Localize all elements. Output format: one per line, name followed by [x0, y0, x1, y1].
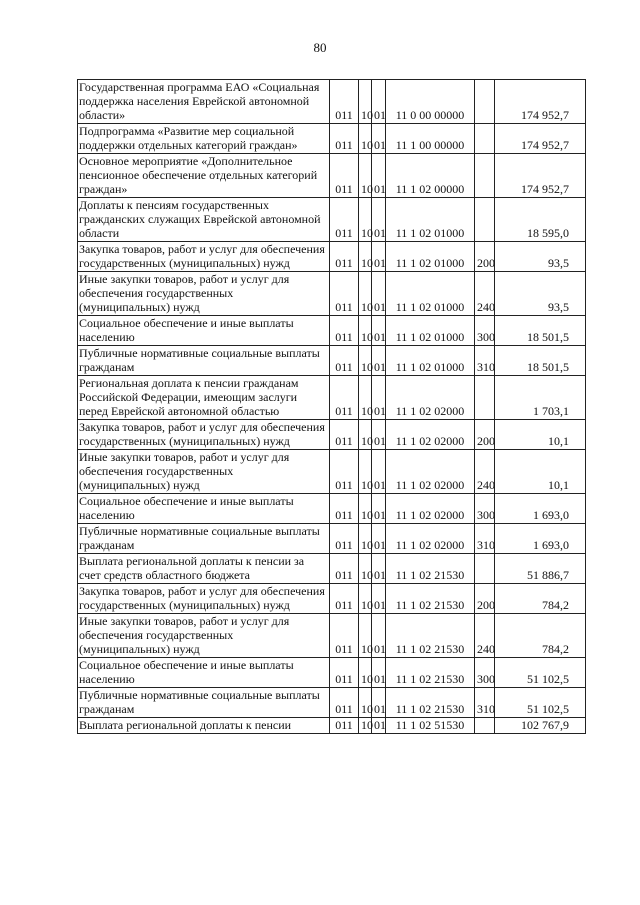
amount-cell: 1 693,0 [495, 494, 586, 524]
item-name-cell: Публичные нормативные социальные выплаты гражданам [78, 346, 330, 376]
section-code-cell: 10 [359, 198, 372, 242]
grbs-code-cell: 011 [330, 198, 359, 242]
table-row [78, 272, 586, 316]
item-name-cell: Региональная доплата к пенсии гражданам Российской Федерации, имеющим заслуги перед Еврейской автономной областью [78, 376, 330, 420]
grbs-code-cell: 011 [330, 124, 359, 154]
target-article-cell: 11 1 02 21530 [386, 658, 475, 688]
table-row [78, 346, 586, 376]
section-code-cell: 10 [359, 420, 372, 450]
amount-cell: 51 102,5 [495, 688, 586, 718]
subsection-code-cell: 01 [372, 658, 386, 688]
item-name-cell: Подпрограмма «Развитие мер социальной поддержки отдельных категорий граждан» [78, 124, 330, 154]
section-code-cell: 10 [359, 450, 372, 494]
target-article-cell: 11 1 00 00000 [386, 124, 475, 154]
table-row [78, 658, 586, 688]
target-article-cell: 11 1 02 21530 [386, 688, 475, 718]
amount-cell: 18 501,5 [495, 316, 586, 346]
expense-type-cell [475, 198, 495, 242]
item-name-cell: Закупка товаров, работ и услуг для обеспечения государственных (муниципальных) нужд [78, 584, 330, 614]
expense-type-cell: 300 [475, 658, 495, 688]
grbs-code-cell: 011 [330, 688, 359, 718]
expense-type-cell: 300 [475, 316, 495, 346]
target-article-cell: 11 1 02 02000 [386, 524, 475, 554]
section-code-cell: 10 [359, 154, 372, 198]
expense-type-cell [475, 124, 495, 154]
section-code-cell: 10 [359, 124, 372, 154]
section-code-cell: 10 [359, 718, 372, 734]
expense-type-cell: 240 [475, 614, 495, 658]
item-name-cell: Закупка товаров, работ и услуг для обеспечения государственных (муниципальных) нужд [78, 420, 330, 450]
subsection-code-cell: 01 [372, 346, 386, 376]
budget-table-body [78, 80, 586, 734]
target-article-cell: 11 1 02 02000 [386, 420, 475, 450]
grbs-code-cell: 011 [330, 376, 359, 420]
grbs-code-cell: 011 [330, 524, 359, 554]
section-code-cell: 10 [359, 524, 372, 554]
item-name-cell: Социальное обеспечение и иные выплаты населению [78, 316, 330, 346]
target-article-cell: 11 1 02 02000 [386, 450, 475, 494]
item-name-cell: Социальное обеспечение и иные выплаты населению [78, 658, 330, 688]
section-code-cell: 10 [359, 272, 372, 316]
amount-cell: 174 952,7 [495, 124, 586, 154]
amount-cell: 10,1 [495, 420, 586, 450]
page-number: 80 [313, 40, 327, 55]
table-row [78, 154, 586, 198]
subsection-code-cell: 01 [372, 584, 386, 614]
table-row [78, 376, 586, 420]
expense-type-cell [475, 154, 495, 198]
table-row [78, 420, 586, 450]
section-code-cell: 10 [359, 584, 372, 614]
grbs-code-cell: 011 [330, 316, 359, 346]
amount-cell: 1 693,0 [495, 524, 586, 554]
subsection-code-cell: 01 [372, 198, 386, 242]
amount-cell: 1 703,1 [495, 376, 586, 420]
target-article-cell: 11 1 02 01000 [386, 346, 475, 376]
expense-type-cell: 310 [475, 346, 495, 376]
item-name-cell: Публичные нормативные социальные выплаты гражданам [78, 688, 330, 718]
amount-cell: 93,5 [495, 272, 586, 316]
section-code-cell: 10 [359, 688, 372, 718]
grbs-code-cell: 011 [330, 420, 359, 450]
table-row [78, 614, 586, 658]
item-name-cell: Государственная программа ЕАО «Социальная поддержка населения Еврейской автономной области» [78, 80, 330, 124]
item-name-cell: Иные закупки товаров, работ и услуг для обеспечения государственных (муниципальных) нужд [78, 450, 330, 494]
expense-type-cell [475, 376, 495, 420]
table-row [78, 80, 586, 124]
grbs-code-cell: 011 [330, 154, 359, 198]
section-code-cell: 10 [359, 80, 372, 124]
item-name-cell: Публичные нормативные социальные выплаты гражданам [78, 524, 330, 554]
grbs-code-cell: 011 [330, 494, 359, 524]
section-code-cell: 10 [359, 242, 372, 272]
grbs-code-cell: 011 [330, 614, 359, 658]
target-article-cell: 11 1 02 02000 [386, 376, 475, 420]
target-article-cell: 11 1 02 51530 [386, 718, 475, 734]
item-name-cell: Иные закупки товаров, работ и услуг для обеспечения государственных (муниципальных) нужд [78, 272, 330, 316]
expense-type-cell [475, 80, 495, 124]
item-name-cell: Выплата региональной доплаты к пенсии [78, 718, 330, 734]
expense-type-cell: 240 [475, 450, 495, 494]
amount-cell: 93,5 [495, 242, 586, 272]
amount-cell: 18 501,5 [495, 346, 586, 376]
subsection-code-cell: 01 [372, 316, 386, 346]
item-name-cell: Основное мероприятие «Дополнительное пенсионное обеспечение отдельных категорий граждан» [78, 154, 330, 198]
expense-type-cell: 300 [475, 494, 495, 524]
amount-cell: 10,1 [495, 450, 586, 494]
table-row [78, 584, 586, 614]
subsection-code-cell: 01 [372, 524, 386, 554]
amount-cell: 784,2 [495, 614, 586, 658]
section-code-cell: 10 [359, 346, 372, 376]
subsection-code-cell: 01 [372, 494, 386, 524]
grbs-code-cell: 011 [330, 272, 359, 316]
table-row [78, 198, 586, 242]
subsection-code-cell: 01 [372, 272, 386, 316]
expense-type-cell: 310 [475, 688, 495, 718]
section-code-cell: 10 [359, 494, 372, 524]
table-row [78, 718, 586, 734]
target-article-cell: 11 1 02 01000 [386, 198, 475, 242]
table-row [78, 494, 586, 524]
amount-cell: 174 952,7 [495, 154, 586, 198]
subsection-code-cell: 01 [372, 376, 386, 420]
subsection-code-cell: 01 [372, 554, 386, 584]
grbs-code-cell: 011 [330, 658, 359, 688]
item-name-cell: Доплаты к пенсиям государственных гражданских служащих Еврейской автономной области [78, 198, 330, 242]
subsection-code-cell: 01 [372, 688, 386, 718]
target-article-cell: 11 0 00 00000 [386, 80, 475, 124]
amount-cell: 784,2 [495, 584, 586, 614]
table-row [78, 554, 586, 584]
item-name-cell: Закупка товаров, работ и услуг для обеспечения государственных (муниципальных) нужд [78, 242, 330, 272]
grbs-code-cell: 011 [330, 242, 359, 272]
subsection-code-cell: 01 [372, 450, 386, 494]
item-name-cell: Социальное обеспечение и иные выплаты населению [78, 494, 330, 524]
subsection-code-cell: 01 [372, 614, 386, 658]
expense-type-cell: 200 [475, 242, 495, 272]
section-code-cell: 10 [359, 554, 372, 584]
grbs-code-cell: 011 [330, 554, 359, 584]
section-code-cell: 10 [359, 614, 372, 658]
amount-cell: 51 102,5 [495, 658, 586, 688]
expense-type-cell [475, 554, 495, 584]
section-code-cell: 10 [359, 376, 372, 420]
section-code-cell: 10 [359, 316, 372, 346]
grbs-code-cell: 011 [330, 80, 359, 124]
target-article-cell: 11 1 02 21530 [386, 584, 475, 614]
budget-table [77, 79, 586, 734]
grbs-code-cell: 011 [330, 718, 359, 734]
item-name-cell: Иные закупки товаров, работ и услуг для обеспечения государственных (муниципальных) нужд [78, 614, 330, 658]
subsection-code-cell: 01 [372, 718, 386, 734]
grbs-code-cell: 011 [330, 450, 359, 494]
target-article-cell: 11 1 02 01000 [386, 272, 475, 316]
expense-type-cell: 310 [475, 524, 495, 554]
table-row [78, 524, 586, 554]
subsection-code-cell: 01 [372, 80, 386, 124]
table-row [78, 242, 586, 272]
target-article-cell: 11 1 02 01000 [386, 242, 475, 272]
table-row [78, 124, 586, 154]
item-name-cell: Выплата региональной доплаты к пенсии за счет средств областного бюджета [78, 554, 330, 584]
table-row [78, 316, 586, 346]
expense-type-cell [475, 718, 495, 734]
expense-type-cell: 200 [475, 420, 495, 450]
amount-cell: 51 886,7 [495, 554, 586, 584]
table-row [78, 688, 586, 718]
amount-cell: 18 595,0 [495, 198, 586, 242]
expense-type-cell: 240 [475, 272, 495, 316]
expense-type-cell: 200 [475, 584, 495, 614]
section-code-cell: 10 [359, 658, 372, 688]
subsection-code-cell: 01 [372, 154, 386, 198]
grbs-code-cell: 011 [330, 346, 359, 376]
target-article-cell: 11 1 02 21530 [386, 614, 475, 658]
target-article-cell: 11 1 02 21530 [386, 554, 475, 584]
subsection-code-cell: 01 [372, 242, 386, 272]
subsection-code-cell: 01 [372, 420, 386, 450]
amount-cell: 174 952,7 [495, 80, 586, 124]
table-row [78, 450, 586, 494]
amount-cell: 102 767,9 [495, 718, 586, 734]
grbs-code-cell: 011 [330, 584, 359, 614]
target-article-cell: 11 1 02 01000 [386, 316, 475, 346]
subsection-code-cell: 01 [372, 124, 386, 154]
target-article-cell: 11 1 02 00000 [386, 154, 475, 198]
target-article-cell: 11 1 02 02000 [386, 494, 475, 524]
